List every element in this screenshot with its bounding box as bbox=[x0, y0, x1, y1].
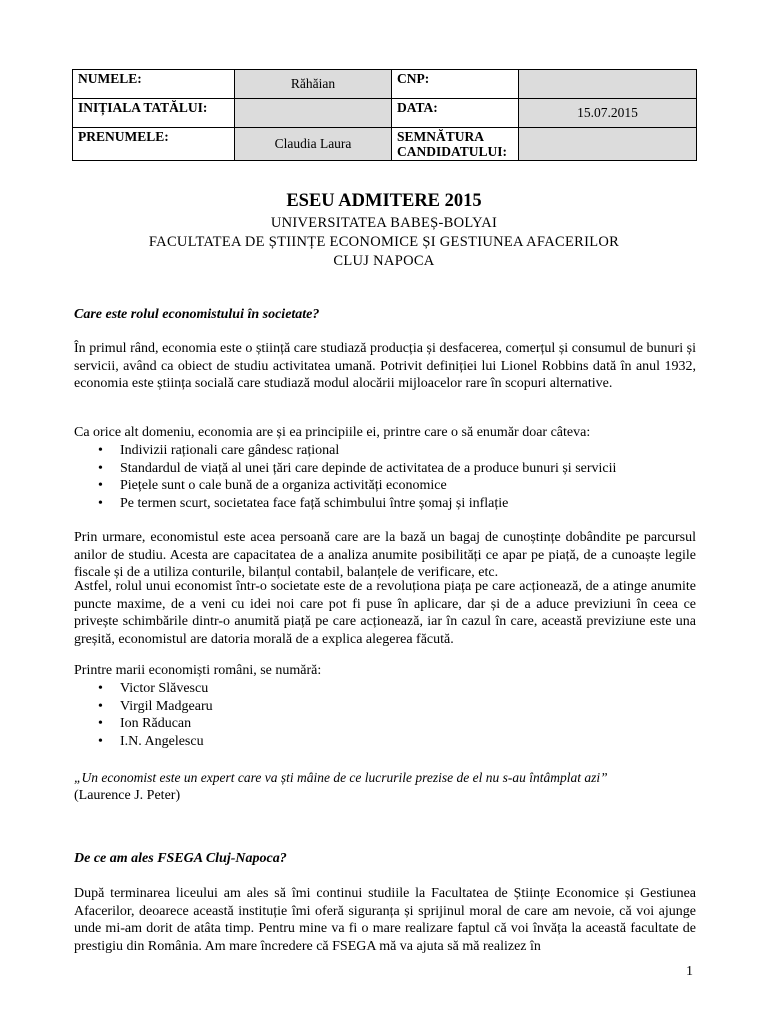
initiala-field[interactable] bbox=[235, 99, 392, 128]
prenumele-label: PRENUMELE: bbox=[73, 128, 235, 161]
list-item: • I.N. Angelescu bbox=[74, 733, 696, 751]
semnatura-field[interactable] bbox=[519, 128, 697, 161]
initiala-label: INIȚIALA TATĂLUI: bbox=[73, 99, 235, 128]
numele-label: NUMELE: bbox=[73, 70, 235, 99]
cnp-label: CNP: bbox=[392, 70, 519, 99]
section2-question: De ce am ales FSEGA Cluj-Napoca? bbox=[74, 851, 287, 866]
paragraph: Prin urmare, economistul este acea persoană care are la bază un bagaj de cunoștințe dobândite pe parcursul anilor de studiu. Acesta are capacitatea de a analiza anumite posibilități ce apar pe piață, de a cunoaște legile fiscale și de a utiliza conturile, bilanțul contabil, balanțele de verificare, etc. bbox=[74, 530, 696, 580]
list-item: • Victor Slăvescu bbox=[74, 680, 696, 698]
paragraph: Printre marii economiști români, se numără: bbox=[74, 663, 322, 678]
list-item: • Pe termen scurt, societatea face față schimbului între șomaj și inflație bbox=[74, 495, 696, 513]
list-item: • Standardul de viață al unei țări care depinde de activitatea de a produce bunuri și servicii bbox=[74, 460, 696, 478]
city-name: CLUJ NAPOCA bbox=[333, 253, 435, 269]
list-item: • Indivizii raționali care gândesc rațional bbox=[74, 442, 696, 460]
cnp-field[interactable] bbox=[519, 70, 697, 99]
semnatura-label: SEMNĂTURA CANDIDATULUI: bbox=[392, 128, 519, 161]
quote-author: (Laurence J. Peter) bbox=[74, 788, 181, 803]
table-row bbox=[73, 99, 697, 128]
table-row bbox=[73, 70, 697, 99]
faculty-name: FACULTATEA DE ȘTIINȚE ECONOMICE ȘI GESTIUNEA AFACERILOR bbox=[148, 234, 620, 250]
table-row bbox=[73, 128, 697, 161]
university-name: UNIVERSITATEA BABEȘ-BOLYAI bbox=[270, 215, 498, 231]
quote: „Un economist este un expert care va ști mâine de ce lucrurile prezise de el nu s-au întâmplat azi” bbox=[74, 770, 608, 785]
candidate-info-table bbox=[72, 69, 697, 161]
section1-question: Care este rolul economistului în societate? bbox=[74, 307, 320, 322]
numele-field[interactable]: Răhăian bbox=[235, 70, 392, 99]
essay-title: ESEU ADMITERE 2015 bbox=[286, 191, 482, 211]
list-item: • Virgil Madgearu bbox=[74, 698, 696, 716]
data-field[interactable]: 15.07.2015 bbox=[519, 99, 697, 128]
principles-list bbox=[74, 442, 696, 512]
paragraph: Ca orice alt domeniu, economia are și ea principiile ei, printre care o să enumăr doar câteva: bbox=[74, 425, 591, 440]
page-number: 1 bbox=[686, 964, 693, 979]
economists-list bbox=[74, 680, 696, 750]
prenumele-field[interactable]: Claudia Laura bbox=[235, 128, 392, 161]
data-label: DATA: bbox=[392, 99, 519, 128]
paragraph: Astfel, rolul unui economist într-o societate este de a revoluționa piața pe care acționează, de a atinge anumite puncte maxime, de a veni cu idei noi care pot fi puse în aplicare, dar și de a aduce previziuni în ceea ce privește schimbările dintr-o anumită piață pe care acționează, iar în cazul în care, această previziune este una greșită, economistul are datoria morală de a explica alegerea făcută. bbox=[74, 579, 696, 647]
list-item: • Ion Răducan bbox=[74, 715, 696, 733]
paragraph: După terminarea liceului am ales să îmi continui studiile la Facultatea de Științe Economice și Gestiunea Afacerilor, deoarece această instituție îmi oferă siguranța și sprijinul moral de care am nevoie, că voi ajunge unde mi-am dorit de atâta timp. Pentru mine va fi o mare realizare faptul că voi învăța la această facultate de prestigiu din România. Am mare încredere că FSEGA mă va ajuta să mă realizez în bbox=[74, 886, 696, 954]
list-item: • Piețele sunt o cale bună de a organiza activități economice bbox=[74, 477, 696, 495]
paragraph: În primul rând, economia este o știință care studiază producția și desfacerea, comerțul și consumul de bunuri și servicii, având ca obiect de studiu activitatea umană. Potrivit definiției lui Lionel Robbins dată în anul 1932, economia este știința socială care studiază modul alocării mijloacelor rare în scopuri alternative. bbox=[74, 341, 696, 391]
